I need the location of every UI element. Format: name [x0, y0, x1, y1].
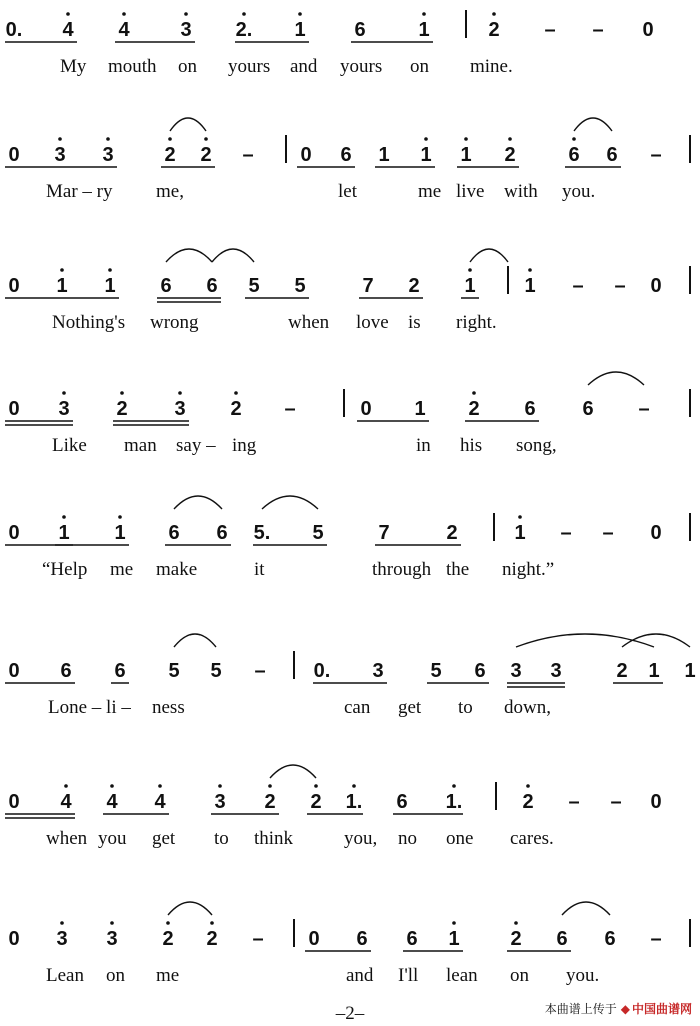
octave-dot: [218, 784, 222, 788]
lyric-word: you: [98, 828, 127, 849]
lyric-word: think: [254, 828, 294, 849]
lyric-word: Mar – ry: [46, 181, 113, 202]
lyric-word: say –: [176, 435, 216, 456]
octave-dot: [110, 921, 114, 925]
jianpu-note: 1: [684, 660, 696, 682]
jianpu-note: 2: [510, 928, 522, 950]
octave-dot: [464, 137, 468, 141]
lyric-word: wrong: [150, 312, 199, 333]
slur-arc: [262, 496, 318, 509]
jianpu-note: 2: [446, 522, 458, 544]
jianpu-note: 0: [8, 660, 20, 682]
lyric-word: with: [504, 181, 538, 202]
octave-dot: [492, 12, 496, 16]
jianpu-note: 6: [216, 522, 228, 544]
jianpu-note: 1: [514, 522, 526, 544]
jianpu-note: –: [650, 144, 662, 166]
jianpu-note: 6: [396, 791, 408, 813]
octave-dot: [468, 268, 472, 272]
jianpu-note: 3: [56, 928, 68, 950]
jianpu-note: 1: [414, 398, 426, 420]
jianpu-note: –: [254, 660, 266, 682]
lyric-word: make: [156, 559, 198, 580]
lyric-word: I'll: [398, 965, 419, 986]
jianpu-note: 3: [102, 144, 114, 166]
jianpu-note: 1: [420, 144, 432, 166]
octave-dot: [64, 784, 68, 788]
slur-arc: [174, 634, 216, 647]
slur-arc: [166, 249, 212, 262]
site-logo: [621, 1000, 692, 1017]
jianpu-note: 5: [312, 522, 324, 544]
octave-dot: [204, 137, 208, 141]
lyric-word: Like: [52, 435, 87, 456]
octave-dot: [518, 515, 522, 519]
lyric-word: me: [110, 559, 134, 580]
lyric-word: on: [410, 56, 429, 77]
lyric-word: ing: [232, 435, 257, 456]
jianpu-note: 6: [340, 144, 352, 166]
octave-dot: [184, 12, 188, 16]
octave-dot: [178, 391, 182, 395]
octave-dot: [242, 12, 246, 16]
lyric-word: on: [178, 56, 197, 77]
jianpu-note: 0: [650, 791, 662, 813]
jianpu-note: 6: [354, 19, 366, 41]
jianpu-note: 2: [162, 928, 174, 950]
score-system: [5, 10, 654, 77]
lyric-word: yours: [228, 56, 271, 77]
jianpu-note: 3: [180, 19, 192, 41]
octave-dot: [168, 137, 172, 141]
jianpu-note: 0: [300, 144, 312, 166]
lyric-word: and: [346, 965, 374, 986]
jianpu-note: 1: [56, 275, 68, 297]
jianpu-note: 5.: [253, 522, 271, 544]
jianpu-note: 1: [648, 660, 660, 682]
lyric-word: you.: [566, 965, 600, 986]
jianpu-note: 2: [616, 660, 628, 682]
octave-dot: [472, 391, 476, 395]
jianpu-note: 0: [360, 398, 372, 420]
octave-dot: [452, 784, 456, 788]
lyric-word: cares.: [510, 828, 554, 849]
slur-arc: [574, 118, 612, 131]
jianpu-note: 6: [168, 522, 180, 544]
octave-dot: [352, 784, 356, 788]
score-system: [5, 634, 696, 718]
jianpu-note: 0: [308, 928, 320, 950]
octave-dot: [528, 268, 532, 272]
jianpu-note: 2: [522, 791, 534, 813]
jianpu-note: 0: [8, 928, 20, 950]
jianpu-note: 2: [116, 398, 128, 420]
jianpu-note: 6: [556, 928, 568, 950]
lyric-word: man: [124, 435, 157, 456]
lyric-word: live: [456, 181, 485, 202]
jianpu-note: –: [572, 275, 584, 297]
lyric-word: right.: [456, 312, 497, 333]
lyric-word: song,: [516, 435, 557, 456]
jianpu-note: 2: [488, 19, 500, 41]
jianpu-note: –: [610, 791, 622, 813]
octave-dot: [118, 515, 122, 519]
lyric-word: can: [344, 697, 371, 718]
jianpu-note: 4: [154, 791, 166, 813]
slur-arc: [270, 765, 316, 778]
lyric-word: to: [458, 697, 473, 718]
jianpu-note: –: [560, 522, 572, 544]
score-system: [5, 765, 662, 849]
score-system: [5, 118, 690, 202]
lyric-word: down,: [504, 697, 551, 718]
lyric-word: to: [214, 828, 229, 849]
jianpu-note: –: [602, 522, 614, 544]
score-system: [5, 249, 690, 333]
octave-dot: [234, 391, 238, 395]
jianpu-note: 1.: [445, 791, 463, 813]
octave-dot: [210, 921, 214, 925]
jianpu-note: 3: [58, 398, 70, 420]
jianpu-note: 7: [378, 522, 390, 544]
jianpu-note: 6: [406, 928, 418, 950]
lyric-word: let: [338, 181, 357, 202]
slur-arc: [170, 118, 206, 131]
jianpu-note: 4: [60, 791, 72, 813]
lyric-word: Lean: [46, 965, 84, 986]
jianpu-note: –: [614, 275, 626, 297]
lyric-word: mouth: [108, 56, 157, 77]
slur-arc: [174, 496, 222, 509]
jianpu-note: 6: [524, 398, 536, 420]
jianpu-note: 4: [106, 791, 118, 813]
octave-dot: [514, 921, 518, 925]
jianpu-note: 0.: [5, 19, 23, 41]
octave-dot: [268, 784, 272, 788]
jianpu-note: 3: [510, 660, 522, 682]
slur-arc: [212, 249, 254, 262]
jianpu-note: 0: [8, 791, 20, 813]
octave-dot: [452, 921, 456, 925]
octave-dot: [66, 12, 70, 16]
jianpu-note: 1: [294, 19, 306, 41]
lyric-word: his: [460, 435, 483, 456]
page-number: –2–: [335, 1003, 365, 1024]
score-system: [8, 902, 690, 986]
jianpu-note: 6: [356, 928, 368, 950]
jianpu-note: 3: [174, 398, 186, 420]
slur-arc: [622, 634, 690, 647]
jianpu-note: 0: [8, 398, 20, 420]
lyric-word: on: [510, 965, 529, 986]
jianpu-note: 4: [118, 19, 130, 41]
jianpu-note: 5: [168, 660, 180, 682]
lyric-word: yours: [340, 56, 383, 77]
jianpu-note: 0: [8, 275, 20, 297]
lyric-word: “Help: [42, 559, 88, 580]
lyric-word: Nothing's: [52, 312, 126, 333]
jianpu-note: 2: [504, 144, 516, 166]
jianpu-note: 2: [164, 144, 176, 166]
jianpu-note: 1: [378, 144, 390, 166]
jianpu-note: –: [544, 19, 556, 41]
octave-dot: [508, 137, 512, 141]
jianpu-note: 0.: [313, 660, 331, 682]
jianpu-note: 2: [310, 791, 322, 813]
jianpu-note: 1: [114, 522, 126, 544]
slur-arc: [168, 902, 212, 915]
jianpu-note: –: [638, 398, 650, 420]
jianpu-note: 2: [468, 398, 480, 420]
octave-dot: [572, 137, 576, 141]
lyric-word: Lone – li –: [48, 697, 131, 718]
jianpu-note: 1.: [345, 791, 363, 813]
octave-dot: [122, 12, 126, 16]
lyric-word: get: [398, 697, 422, 718]
lyric-word: My: [60, 56, 87, 77]
score-system: [5, 496, 690, 580]
jianpu-note: 6: [114, 660, 126, 682]
octave-dot: [106, 137, 110, 141]
lyric-word: it: [254, 559, 265, 580]
jianpu-note: 1: [464, 275, 476, 297]
slur-arc: [470, 249, 508, 262]
jianpu-note: 1: [460, 144, 472, 166]
jianpu-note: 1: [58, 522, 70, 544]
lyric-word: love: [356, 312, 389, 333]
jianpu-note: 1: [524, 275, 536, 297]
lyric-word: is: [408, 312, 421, 333]
jianpu-note: 2: [206, 928, 218, 950]
jianpu-note: 3: [550, 660, 562, 682]
jianpu-note: 6: [568, 144, 580, 166]
octave-dot: [62, 391, 66, 395]
slur-arc: [588, 372, 644, 385]
octave-dot: [110, 784, 114, 788]
lyric-word: mine.: [470, 56, 513, 77]
jianpu-note: 2: [230, 398, 242, 420]
lyric-word: on: [106, 965, 125, 986]
jianpu-note: –: [650, 928, 662, 950]
jianpu-note: 6: [206, 275, 218, 297]
jianpu-note: 2.: [235, 19, 253, 41]
lyric-word: when: [288, 312, 330, 333]
upload-note: [545, 1000, 692, 1017]
jianpu-note: 5: [294, 275, 306, 297]
octave-dot: [62, 515, 66, 519]
lyric-word: one: [446, 828, 474, 849]
octave-dot: [58, 137, 62, 141]
lyric-word: me: [156, 965, 180, 986]
octave-dot: [120, 391, 124, 395]
jianpu-note: 4: [62, 19, 74, 41]
jianpu-note: 5: [248, 275, 260, 297]
jianpu-note: 1: [418, 19, 430, 41]
lyric-word: you,: [344, 828, 378, 849]
jianpu-note: 3: [372, 660, 384, 682]
octave-dot: [166, 921, 170, 925]
logo-icon: ◆: [620, 1001, 630, 1016]
jianpu-note: –: [242, 144, 254, 166]
jianpu-note: 5: [210, 660, 222, 682]
slur-arc: [562, 902, 610, 915]
jianpu-note: –: [568, 791, 580, 813]
lyric-word: and: [290, 56, 318, 77]
jianpu-note: 2: [408, 275, 420, 297]
lyric-word: you.: [562, 181, 596, 202]
lyric-word: the: [446, 559, 470, 580]
jianpu-note: 6: [160, 275, 172, 297]
octave-dot: [422, 12, 426, 16]
jianpu-note: 2: [264, 791, 276, 813]
jianpu-note: 0: [8, 144, 20, 166]
site-name: 中国曲谱网: [631, 1002, 692, 1016]
octave-dot: [60, 921, 64, 925]
jianpu-note: 0: [650, 275, 662, 297]
jianpu-note: 6: [582, 398, 594, 420]
jianpu-note: 6: [474, 660, 486, 682]
lyric-word: in: [416, 435, 431, 456]
jianpu-note: 1: [104, 275, 116, 297]
jianpu-note: 2: [200, 144, 212, 166]
jianpu-note: 6: [604, 928, 616, 950]
octave-dot: [108, 268, 112, 272]
octave-dot: [314, 784, 318, 788]
octave-dot: [526, 784, 530, 788]
lyric-word: night.”: [502, 559, 555, 580]
octave-dot: [298, 12, 302, 16]
jianpu-note: 5: [430, 660, 442, 682]
upload-text: 本曲谱上传于: [544, 1002, 617, 1016]
lyric-word: ness: [152, 697, 185, 718]
lyric-word: through: [372, 559, 432, 580]
jianpu-note: 0: [642, 19, 654, 41]
jianpu-note: –: [592, 19, 604, 41]
lyric-word: lean: [446, 965, 478, 986]
lyric-word: no: [398, 828, 417, 849]
lyric-word: get: [152, 828, 176, 849]
jianpu-note: 0: [8, 522, 20, 544]
jianpu-note: 3: [54, 144, 66, 166]
jianpu-note: 3: [214, 791, 226, 813]
jianpu-note: 6: [606, 144, 618, 166]
jianpu-note: 0: [650, 522, 662, 544]
octave-dot: [424, 137, 428, 141]
jianpu-note: 1: [448, 928, 460, 950]
score-system: [5, 372, 690, 456]
jianpu-note: 6: [60, 660, 72, 682]
jianpu-note: –: [284, 398, 296, 420]
jianpu-note: 3: [106, 928, 118, 950]
octave-dot: [158, 784, 162, 788]
lyric-word: me,: [156, 181, 184, 202]
lyric-word: me: [418, 181, 442, 202]
jianpu-note: 7: [362, 275, 374, 297]
lyric-word: when: [46, 828, 88, 849]
jianpu-note: –: [252, 928, 264, 950]
octave-dot: [60, 268, 64, 272]
